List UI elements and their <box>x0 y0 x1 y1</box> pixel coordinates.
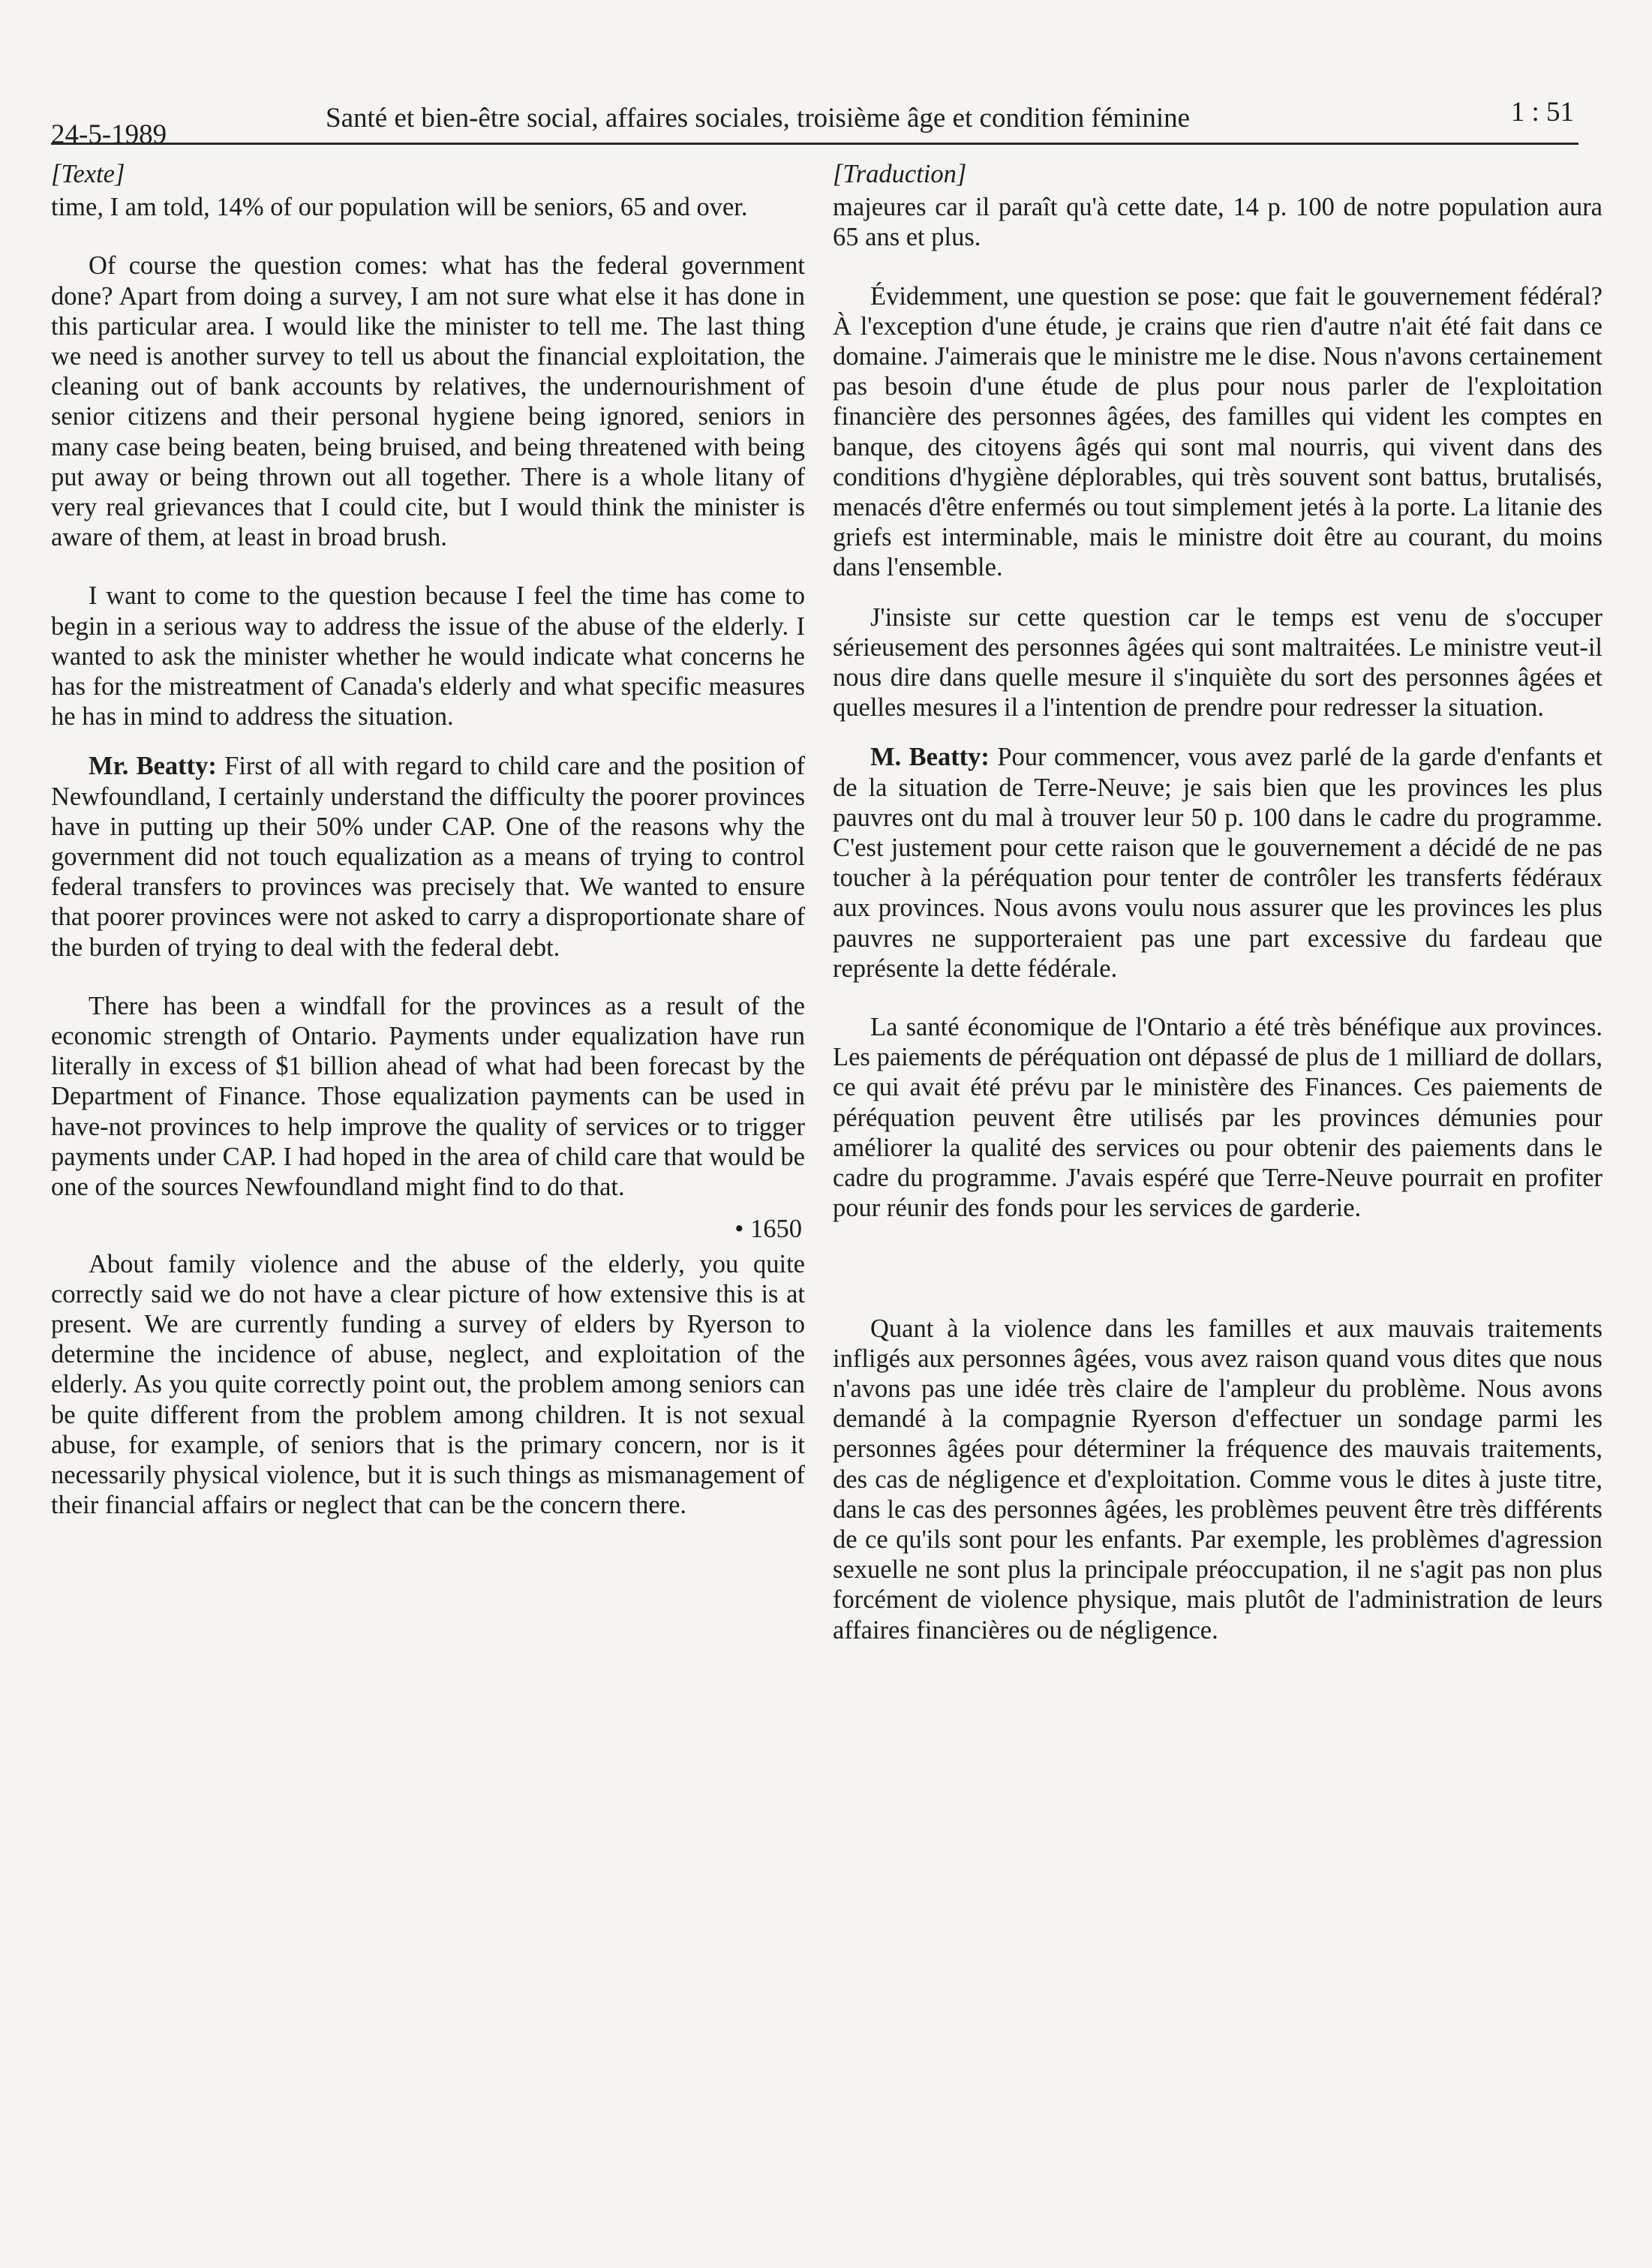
paragraph: Quant à la violence dans les familles et aux mauvais traitements infligés aux personnes âgées, vous avez raison quand vous dites que nous n'avons pas une idée très claire de l'ampleur du problème. Nous avons demandé à la compagnie Ryerson d'effectuer un sondage parmi les personnes âgées pour déterminer la fréquence des mauvais traitements, des cas de négligence et d'exploitation. Comme vous le dites à juste titre, dans le cas des personnes âgées, les problèmes peuvent être très différents de ce qu'ils sont pour les enfants. Par exemple, les problèmes d'agression sexuelle ne sont plus la principale préoccupation, il ne s'agit pas non plus forcément de violence physique, mais plutôt de l'administration de leurs affaires financières ou de négligence. <box>833 1314 1602 1645</box>
speaker-name: M. Beatty: <box>870 743 990 772</box>
paragraph: There has been a windfall for the provinces as a result of the economic strength of Ontario. Payments under equalization have run literally in excess of $1 billion ahead of what had been forecast by the Department of Finance. Those equalization payments can be used in have-not provinces to help improve the quality of services or to trigger payments under CAP. I had hoped in the area of child care that would be one of the sources Newfoundland might find to do that. <box>51 991 805 1202</box>
section-label-traduction: [Traduction] <box>833 160 967 188</box>
paragraph: J'insiste sur cette question car le temps est venu de s'occuper sérieusement des personnes âgées qui sont maltraitées. Le ministre veut-il nous dire dans quelle mesure il s'inquiète du sort des personnes âgées et quelles mesures il a l'intention de prendre pour redresser la situation. <box>833 602 1602 722</box>
header-title: Santé et bien-être social, affaires sociales, troisième âge et condition féminine <box>326 103 1191 134</box>
header-page-number: 1 : 51 <box>1510 97 1574 128</box>
paragraph: time, I am told, 14% of our population will be seniors, 65 and over. <box>51 193 748 222</box>
speaker-paragraph <box>51 751 805 962</box>
paragraph: About family violence and the abuse of the elderly, you quite correctly said we do not have a clear picture of how extensive this is at present. We are currently funding a survey of elders by Ryerson to determine the incidence of abuse, neglect, and exploitation of the elderly. As you quite correctly point out, the problem among seniors can be quite different from the problem among children. It is not sexual abuse, for example, of seniors that is the primary concern, nor is it necessarily physical violence, but it is such things as mismanagement of their financial affairs or neglect that can be the concern there. <box>51 1249 805 1520</box>
paragraph: Of course the question comes: what has the federal government done? Apart from doing a survey, I am not sure what else it has done in this particular area. I would like the minister to tell me. The last thing we need is another survey to tell us about the financial exploitation, the cleaning out of bank accounts by relatives, the undernourishment of senior citizens and their personal hygiene being ignored, seniors in many case being beaten, being bruised, and being threatened with being put away or being thrown out all together. There is a whole litany of very real grievances that I could cite, but I would think the minister is aware of them, at least in broad brush. <box>51 251 805 552</box>
time-marker: • 1650 <box>734 1215 802 1244</box>
page-header <box>51 89 1578 150</box>
speaker-name: Mr. Beatty: <box>89 752 217 781</box>
french-column <box>833 159 1602 1645</box>
header-date: 24-5-1989 <box>51 119 167 150</box>
paragraph: La santé économique de l'Ontario a été très bénéfique aux provinces. Les paiements de péréquation ont dépassé de plus de 1 milliard de dollars, ce qui avait été prévu par le ministère des Finances. Ces paiements de péréquation peuvent être utilisés par les provinces démunies pour améliorer la qualité des services ou pour obtenir des paiements dans le cadre du programme. J'avais espéré que Terre-Neuve pourrait en profiter pour réunir des fonds pour les services de garderie. <box>833 1013 1602 1223</box>
speaker-text: Pour commencer, vous avez parlé de la garde d'enfants et de la situation de Terre-Neuve; je sais bien que les provinces les plus pauvres ont du mal à trouver leur 50 p. 100 dans le cadre du programme. C'est justement pour cette raison que le gouvernement a décidé de ne pas toucher à la péréquation pour tenter de contrôler les transferts fédéraux aux provinces. Nous avons voulu nous assurer que les provinces les plus pauvres ne supporteraient pas une part excessive du fardeau que représente la dette fédérale. <box>833 743 1602 983</box>
section-label-texte: [Texte] <box>51 160 125 188</box>
speaker-paragraph <box>833 742 1602 984</box>
paragraph: Évidemment, une question se pose: que fait le gouvernement fédéral? À l'exception d'une étude, je crains que rien d'autre n'ait été fait dans ce domaine. J'aimerais que le ministre me le dise. Nous n'avons certainement pas besoin d'une étude de plus pour nous parler de l'exploitation financière des personnes âgées, des familles qui vident les comptes en banque, des citoyens âgés qui sont mal nourris, qui vivent dans des conditions d'hygiène déplorables, qui très souvent sont battus, brutalisés, menacés d'être enfermés ou tout simplement jetés à la porte. La litanie des griefs est interminable, mais le ministre doit être au courant, du moins dans l'ensemble. <box>833 281 1602 582</box>
paragraph: majeures car il paraît qu'à cette date, 14 p. 100 de notre population aura 65 ans et plus. <box>833 193 1602 252</box>
speaker-text: First of all with regard to child care and the position of Newfoundland, I certainly understand the difficulty the poorer provinces have in putting up their 50% under CAP. One of the reasons why the government did not touch equalization as a means of trying to control federal transfers to provinces was precisely that. We wanted to ensure that poorer provinces were not asked to carry a disproportionate share of the burden of trying to deal with the federal debt. <box>51 752 806 962</box>
paragraph: I want to come to the question because I feel the time has come to begin in a serious way to address the issue of the abuse of the elderly. I wanted to ask the minister whether he would indicate what concerns he has for the mistreatment of Canada's elderly and what specific measures he has in mind to address the situation. <box>51 581 805 731</box>
english-column <box>51 159 805 1520</box>
